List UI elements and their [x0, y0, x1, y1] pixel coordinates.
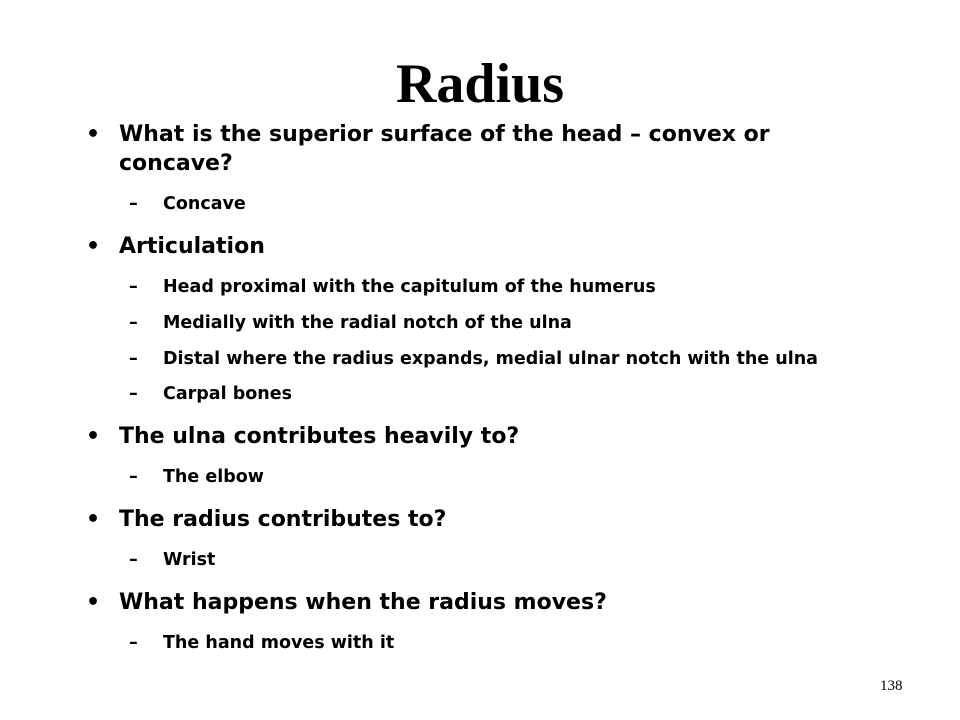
sub-bullet-text: Concave	[163, 194, 246, 214]
bullet-radius-moves-question	[86, 588, 886, 617]
dash-icon: –	[129, 384, 138, 404]
sub-bullet-answer	[86, 348, 886, 370]
bullet-text: What happens when the radius moves?	[119, 590, 607, 615]
bullet-text: The ulna contributes heavily to?	[119, 424, 520, 449]
sub-bullet-answer	[86, 276, 886, 298]
sub-bullet-answer	[86, 383, 886, 405]
bullet-ulna-question	[86, 422, 886, 451]
bullet-dot-icon: •	[86, 234, 101, 259]
dash-icon: –	[129, 633, 138, 653]
dash-icon: –	[129, 313, 138, 333]
sub-bullet-answer	[86, 632, 886, 654]
sub-bullet-answer	[86, 549, 886, 571]
bullet-superior-surface-question	[86, 120, 886, 178]
slide-number: 138	[880, 678, 903, 694]
slide-content	[86, 120, 886, 654]
bullet-dot-icon: •	[86, 122, 101, 147]
bullet-dot-icon: •	[86, 590, 101, 615]
sub-bullet-answer	[86, 193, 886, 215]
bullet-text: What is the superior surface of the head – convex or concave?	[119, 122, 770, 176]
dash-icon: –	[129, 349, 138, 369]
dash-icon: –	[129, 467, 138, 487]
bullet-dot-icon: •	[86, 507, 101, 532]
dash-icon: –	[129, 277, 138, 297]
sub-bullet-text: The hand moves with it	[163, 633, 395, 653]
slide-title: Radius	[395, 53, 565, 115]
sub-bullet-text: Head proximal with the capitulum of the humerus	[163, 277, 656, 297]
sub-bullet-text: Carpal bones	[163, 384, 293, 404]
bullet-dot-icon: •	[86, 424, 101, 449]
dash-icon: –	[129, 550, 138, 570]
bullet-text: The radius contributes to?	[119, 507, 447, 532]
sub-bullet-answer	[86, 312, 886, 334]
dash-icon: –	[129, 194, 138, 214]
sub-bullet-text: Medially with the radial notch of the ulna	[163, 313, 572, 333]
bullet-articulation	[86, 232, 886, 261]
sub-bullet-text: Distal where the radius expands, medial ulnar notch with the ulna	[163, 349, 818, 369]
sub-bullet-text: The elbow	[163, 467, 264, 487]
bullet-radius-question	[86, 505, 886, 534]
bullet-text: Articulation	[119, 234, 265, 259]
sub-bullet-text: Wrist	[163, 550, 216, 570]
sub-bullet-answer	[86, 466, 886, 488]
